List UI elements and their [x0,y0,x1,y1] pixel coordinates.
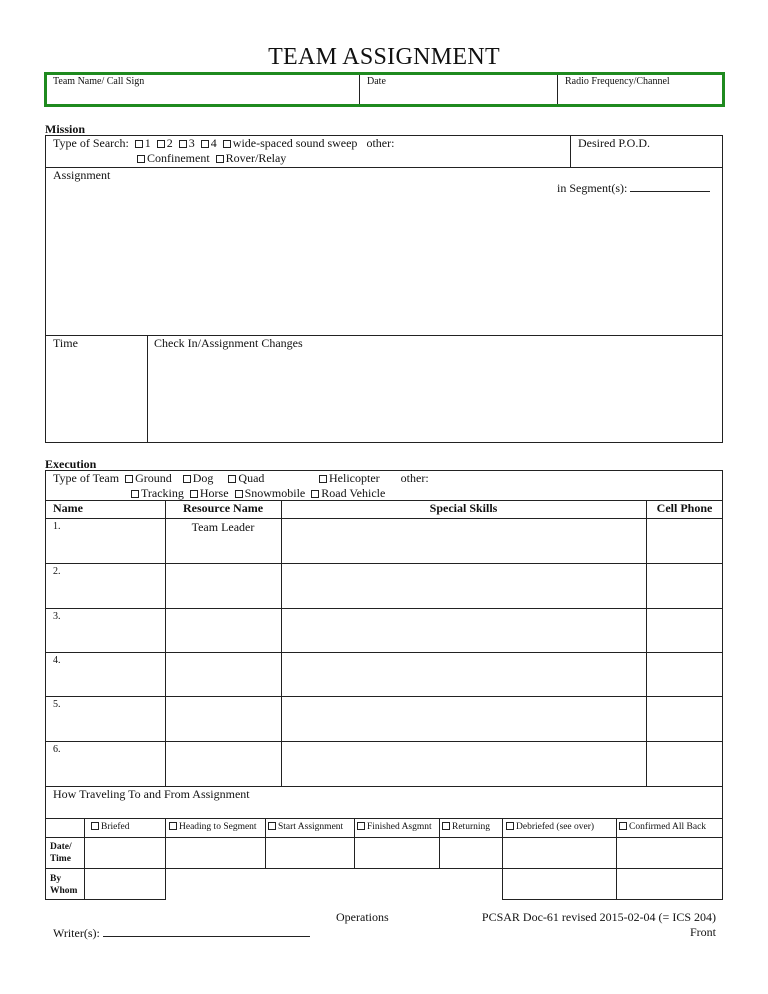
team-option-dog[interactable]: Dog [175,471,214,485]
search-option-rover-relay[interactable]: Rover/Relay [213,151,287,165]
page-side: Front [689,925,716,939]
checkbox-icon [201,140,209,148]
status-returning[interactable]: Returning [439,822,490,832]
writers-label: Writer(s): [53,926,100,940]
search-option-confinement[interactable]: Confinement [134,151,210,165]
search-option-2[interactable]: 2 [154,136,173,150]
search-option-4[interactable]: 4 [198,136,217,150]
segment-field[interactable] [630,181,710,192]
status-briefed[interactable]: Briefed [88,822,130,832]
table-row[interactable] [45,608,723,652]
checkbox-icon [619,822,627,830]
col-header-special-skills: Special Skills [429,501,498,515]
checkbox-icon [179,140,187,148]
team-option-ground[interactable]: Ground [122,471,172,485]
team-option-helicopter[interactable]: Helicopter [316,471,380,485]
row-number: 3. [53,611,61,622]
col-header-name: Name [53,501,83,515]
checkbox-icon [442,822,450,830]
checkbox-icon [319,475,327,483]
team-option-quad[interactable]: Quad [216,471,264,485]
checkbox-icon [216,155,224,163]
search-other-label: other: [366,136,395,150]
checkbox-icon [91,822,99,830]
search-option-3[interactable]: 3 [176,136,195,150]
radio-frequency-field[interactable] [561,89,721,103]
execution-heading: Execution [45,457,97,471]
row-number: 2. [53,566,61,577]
checkbox-icon [235,490,243,498]
date-label: Date [367,76,386,87]
search-option-sound-sweep[interactable]: wide-spaced sound sweep [220,136,358,150]
col-header-resource-name: Resource Name [182,501,264,515]
team-name-label: Team Name/ Call Sign [53,76,145,87]
table-row[interactable] [45,518,723,563]
row-number: 6. [53,744,61,755]
assignment-field[interactable] [50,196,718,330]
checkbox-icon [357,822,365,830]
segment-field-row [557,181,710,196]
team-type-row2 [128,486,385,501]
table-row[interactable] [45,741,723,786]
segment-label: in Segment(s): [557,181,628,195]
by-whom-label: By Whom [50,874,78,896]
team-option-snowmobile[interactable]: Snowmobile [232,486,306,500]
status-debriefed[interactable]: Debriefed (see over) [503,822,594,832]
operations-label: Operations [336,910,389,924]
mission-heading: Mission [45,122,86,136]
traveling-field[interactable] [50,802,718,816]
team-type-row1 [53,471,264,486]
status-finished-asgmnt[interactable]: Finished Asgmnt [354,822,432,832]
time-label: Time [53,336,78,350]
table-row[interactable] [45,696,723,741]
date-field[interactable] [363,89,553,103]
assignment-label: Assignment [53,168,111,182]
checkbox-icon [135,140,143,148]
table-row[interactable] [45,563,723,608]
traveling-label: How Traveling To and From Assignment [53,787,250,801]
table-row[interactable] [45,652,723,696]
row-number: 5. [53,699,61,710]
checkbox-icon [125,475,133,483]
team-option-tracking[interactable]: Tracking [128,486,184,500]
checkbox-icon [183,475,191,483]
doc-id: PCSAR Doc-61 revised 2015-02-04 (= ICS 204) [481,910,716,924]
form-title: TEAM ASSIGNMENT [268,44,500,70]
date-time-label: Date/ Time [50,842,72,864]
checkbox-icon [506,822,514,830]
radio-frequency-label: Radio Frequency/Channel [565,76,670,87]
checkin-field[interactable] [151,352,718,438]
checkbox-icon [137,155,145,163]
desired-pod-label: Desired P.O.D. [578,136,650,150]
team-type-row1-right [316,471,429,486]
checkbox-icon [169,822,177,830]
writers-field[interactable] [103,926,310,937]
checkbox-icon [157,140,165,148]
col-header-cell-phone: Cell Phone [656,501,713,515]
search-type-row2 [134,151,286,166]
checkbox-icon [223,140,231,148]
writers-row [53,926,310,941]
checkin-label: Check In/Assignment Changes [154,336,303,350]
search-type-row1 [53,136,394,151]
team-name-field[interactable] [50,89,355,103]
time-field[interactable] [50,352,143,438]
checkbox-icon [311,490,319,498]
status-confirmed-all-back[interactable]: Confirmed All Back [616,822,706,832]
row-number: 1. [53,521,61,532]
checkbox-icon [131,490,139,498]
team-option-road-vehicle[interactable]: Road Vehicle [308,486,385,500]
type-of-team-label: Type of Team [53,471,120,485]
checkbox-icon [268,822,276,830]
status-start-assignment[interactable]: Start Assignment [265,822,343,832]
status-heading-to-segment[interactable]: Heading to Segment [166,822,257,832]
checkbox-icon [228,475,236,483]
team-other-label: other: [400,471,429,485]
resource-name-cell: Team Leader [191,520,255,534]
team-option-horse[interactable]: Horse [187,486,229,500]
search-option-1[interactable]: 1 [132,136,151,150]
row-number: 4. [53,655,61,666]
checkbox-icon [190,490,198,498]
type-of-search-label: Type of Search: [53,136,129,150]
